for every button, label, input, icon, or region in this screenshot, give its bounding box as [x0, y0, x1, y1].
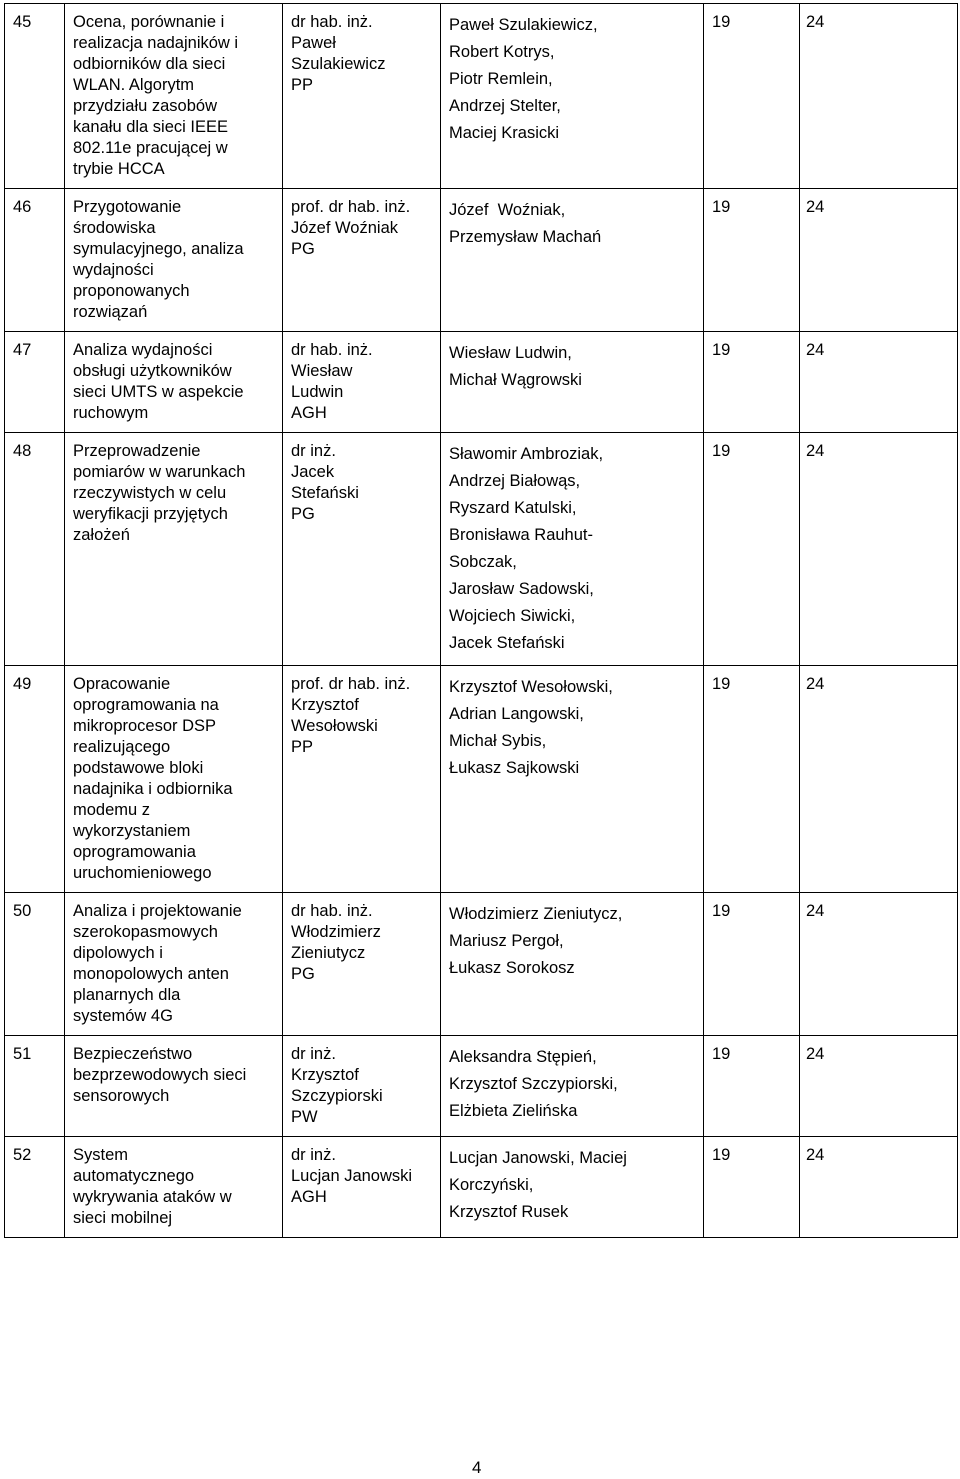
- team-member-line: Korczyński,: [449, 1176, 534, 1194]
- project-title-line: trybie HCCA: [73, 160, 165, 178]
- team-member-line: Łukasz Sorokosz: [449, 959, 575, 977]
- supervisor-line: Szczypiorski: [291, 1087, 383, 1105]
- project-title-line: środowiska: [73, 219, 156, 237]
- project-title-line: bezprzewodowych sieci: [73, 1066, 247, 1084]
- project-title-cell: [65, 332, 283, 433]
- project-title-line: mikroprocesor DSP: [73, 717, 217, 735]
- project-title-cell: [65, 1137, 283, 1238]
- supervisor-line: Zieniutycz: [291, 944, 366, 962]
- supervisor-cell: [283, 332, 441, 433]
- supervisor-line: dr hab. inż.: [291, 13, 373, 31]
- project-title-line: szerokopasmowych: [73, 923, 218, 941]
- project-title-line: Bezpieczeństwo: [73, 1045, 193, 1063]
- team-member-line: Elżbieta Zielińska: [449, 1102, 578, 1120]
- supervisor-line: Krzysztof: [291, 696, 359, 714]
- team-member-line: Włodzimierz Zieniutycz,: [449, 905, 623, 923]
- project-title-line: proponowanych: [73, 282, 190, 300]
- team-member-line: Aleksandra Stępień,: [449, 1048, 597, 1066]
- row-number: 51: [13, 1045, 32, 1063]
- value-2-cell: [800, 433, 958, 666]
- value-1-cell: [704, 332, 800, 433]
- row-number-cell: [5, 893, 65, 1036]
- project-title-line: odbiorników dla sieci: [73, 55, 226, 73]
- supervisor-line: dr hab. inż.: [291, 341, 373, 359]
- supervisor-line: dr inż.: [291, 1146, 336, 1164]
- supervisor-line: Paweł: [291, 34, 336, 52]
- value-1-cell: [704, 4, 800, 189]
- supervisor-line: dr inż.: [291, 1045, 336, 1063]
- project-title-line: wykorzystaniem: [73, 822, 191, 840]
- value-2-cell: [800, 1137, 958, 1238]
- row-number: 50: [13, 902, 32, 920]
- value-2-cell: [800, 332, 958, 433]
- team-member-line: Piotr Remlein,: [449, 70, 553, 88]
- value-1: 19: [712, 1045, 731, 1063]
- team-cell: [441, 189, 704, 332]
- project-title-cell: [65, 666, 283, 893]
- team-member-line: Łukasz Sajkowski: [449, 759, 580, 777]
- row-number-cell: [5, 1137, 65, 1238]
- value-2: 24: [806, 198, 825, 216]
- project-title-line: systemów 4G: [73, 1007, 173, 1025]
- value-1: 19: [712, 1146, 731, 1164]
- supervisor-line: Jacek: [291, 463, 335, 481]
- row-number: 46: [13, 198, 32, 216]
- row-number: 45: [13, 13, 32, 31]
- row-number: 49: [13, 675, 32, 693]
- team-member-line: Sławomir Ambroziak,: [449, 445, 604, 463]
- supervisor-line: Wiesław: [291, 362, 353, 380]
- supervisor-line: dr hab. inż.: [291, 902, 373, 920]
- value-2: 24: [806, 675, 825, 693]
- value-2: 24: [806, 1146, 825, 1164]
- supervisor-cell: [283, 666, 441, 893]
- value-2: 24: [806, 1045, 825, 1063]
- value-1-cell: [704, 893, 800, 1036]
- team-member-line: Krzysztof Rusek: [449, 1203, 569, 1221]
- project-title-cell: [65, 893, 283, 1036]
- project-title-line: WLAN. Algorytm: [73, 76, 195, 94]
- team-member-line: Wojciech Siwicki,: [449, 607, 576, 625]
- supervisor-line: Lucjan Janowski: [291, 1167, 413, 1185]
- team-member-line: Andrzej Stelter,: [449, 97, 561, 115]
- supervisor-line: Wesołowski: [291, 717, 378, 735]
- supervisor-cell: [283, 1036, 441, 1137]
- value-2-cell: [800, 4, 958, 189]
- team-member-line: Ryszard Katulski,: [449, 499, 577, 517]
- row-number-cell: [5, 1036, 65, 1137]
- value-2: 24: [806, 902, 825, 920]
- supervisor-line: PG: [291, 505, 315, 523]
- project-title-line: przydziału zasobów: [73, 97, 217, 115]
- table-row: [5, 666, 958, 893]
- team-member-line: Michał Wągrowski: [449, 371, 582, 389]
- value-1: 19: [712, 675, 731, 693]
- project-title-line: Analiza i projektowanie: [73, 902, 242, 920]
- value-1: 19: [712, 341, 731, 359]
- project-title-line: realizującego: [73, 738, 171, 756]
- team-member-line: Wiesław Ludwin,: [449, 344, 572, 362]
- value-2-cell: [800, 1036, 958, 1137]
- value-1-cell: [704, 1036, 800, 1137]
- team-member-line: Jacek Stefański: [449, 634, 565, 652]
- supervisor-line: AGH: [291, 404, 327, 422]
- project-title-line: oprogramowania: [73, 843, 196, 861]
- project-title-line: oprogramowania na: [73, 696, 219, 714]
- supervisor-line: prof. dr hab. inż.: [291, 675, 411, 693]
- supervisor-line: PG: [291, 965, 315, 983]
- value-1: 19: [712, 198, 731, 216]
- row-number: 47: [13, 341, 32, 359]
- supervisor-line: dr inż.: [291, 442, 336, 460]
- project-title-line: podstawowe bloki: [73, 759, 204, 777]
- supervisor-line: PG: [291, 240, 315, 258]
- row-number-cell: [5, 332, 65, 433]
- supervisor-line: Ludwin: [291, 383, 344, 401]
- supervisor-cell: [283, 893, 441, 1036]
- project-title-line: wydajności: [73, 261, 154, 279]
- supervisor-cell: [283, 1137, 441, 1238]
- team-member-line: Michał Sybis,: [449, 732, 547, 750]
- project-title-line: rzeczywistych w celu: [73, 484, 227, 502]
- row-number: 52: [13, 1146, 32, 1164]
- supervisor-cell: [283, 433, 441, 666]
- project-title-line: rozwiązań: [73, 303, 148, 321]
- project-title-line: wykrywania ataków w: [73, 1188, 232, 1206]
- table-row: [5, 433, 958, 666]
- value-2-cell: [800, 893, 958, 1036]
- project-title-line: Ocena, porównanie i: [73, 13, 225, 31]
- project-title-line: automatycznego: [73, 1167, 195, 1185]
- project-title-line: obsługi użytkowników: [73, 362, 232, 380]
- supervisor-line: AGH: [291, 1188, 327, 1206]
- value-2-cell: [800, 666, 958, 893]
- value-2: 24: [806, 13, 825, 31]
- value-2-cell: [800, 189, 958, 332]
- supervisor-line: Krzysztof: [291, 1066, 359, 1084]
- value-1-cell: [704, 666, 800, 893]
- value-1-cell: [704, 189, 800, 332]
- supervisor-cell: [283, 189, 441, 332]
- team-member-line: Przemysław Machań: [449, 228, 602, 246]
- project-title-line: 802.11e pracującej w: [73, 139, 228, 157]
- table-row: [5, 189, 958, 332]
- team-cell: [441, 433, 704, 666]
- supervisor-line: PP: [291, 76, 314, 94]
- project-title-line: planarnych dla: [73, 986, 181, 1004]
- project-title-line: sensorowych: [73, 1087, 170, 1105]
- team-cell: [441, 893, 704, 1036]
- table-body: [5, 4, 958, 1238]
- project-title-cell: [65, 433, 283, 666]
- value-1-cell: [704, 433, 800, 666]
- project-title-cell: [65, 1036, 283, 1137]
- team-member-line: Krzysztof Szczypiorski,: [449, 1075, 618, 1093]
- supervisor-line: Włodzimierz: [291, 923, 381, 941]
- supervisor-line: Stefański: [291, 484, 359, 502]
- team-member-line: Paweł Szulakiewicz,: [449, 16, 598, 34]
- table-row: [5, 1137, 958, 1238]
- team-member-line: Mariusz Pergoł,: [449, 932, 564, 950]
- team-cell: [441, 666, 704, 893]
- project-title-line: Analiza wydajności: [73, 341, 213, 359]
- team-member-line: Jarosław Sadowski,: [449, 580, 594, 598]
- page-number: 4: [472, 1458, 482, 1477]
- row-number-cell: [5, 666, 65, 893]
- value-1: 19: [712, 13, 731, 31]
- supervisor-line: prof. dr hab. inż.: [291, 198, 411, 216]
- project-title-line: System: [73, 1146, 129, 1164]
- project-title-line: dipolowych i: [73, 944, 163, 962]
- table-row: [5, 893, 958, 1036]
- team-member-line: Lucjan Janowski, Maciej: [449, 1149, 627, 1167]
- table-row: [5, 1036, 958, 1137]
- project-title-line: ruchowym: [73, 404, 149, 422]
- supervisor-line: Józef Woźniak: [291, 219, 398, 237]
- project-title-line: realizacja nadajników i: [73, 34, 239, 52]
- project-title-line: Przeprowadzenie: [73, 442, 201, 460]
- project-title-cell: [65, 189, 283, 332]
- project-title-line: sieci UMTS w aspekcie: [73, 383, 244, 401]
- team-member-line: Sobczak,: [449, 553, 517, 571]
- team-cell: [441, 332, 704, 433]
- supervisor-line: Szulakiewicz: [291, 55, 386, 73]
- value-2: 24: [806, 442, 825, 460]
- team-member-line: Krzysztof Wesołowski,: [449, 678, 613, 696]
- row-number-cell: [5, 189, 65, 332]
- projects-table: [4, 3, 958, 1238]
- team-cell: [441, 4, 704, 189]
- supervisor-line: PP: [291, 738, 314, 756]
- project-title-line: sieci mobilnej: [73, 1209, 173, 1227]
- team-member-line: Józef Woźniak,: [449, 201, 566, 219]
- row-number-cell: [5, 4, 65, 189]
- value-2: 24: [806, 341, 825, 359]
- row-number-cell: [5, 433, 65, 666]
- value-1-cell: [704, 1137, 800, 1238]
- supervisor-line: PW: [291, 1108, 318, 1126]
- value-1: 19: [712, 902, 731, 920]
- project-title-line: kanału dla sieci IEEE: [73, 118, 229, 136]
- supervisor-cell: [283, 4, 441, 189]
- team-member-line: Bronisława Rauhut-: [449, 526, 593, 544]
- row-number: 48: [13, 442, 32, 460]
- table-row: [5, 4, 958, 189]
- team-member-line: Robert Kotrys,: [449, 43, 555, 61]
- project-title-line: symulacyjnego, analiza: [73, 240, 244, 258]
- team-member-line: Maciej Krasicki: [449, 124, 560, 142]
- team-cell: [441, 1137, 704, 1238]
- project-title-line: nadajnika i odbiornika: [73, 780, 233, 798]
- team-member-line: Adrian Langowski,: [449, 705, 584, 723]
- project-title-line: weryfikacji przyjętych: [73, 505, 228, 523]
- team-cell: [441, 1036, 704, 1137]
- project-title-line: uruchomieniowego: [73, 864, 212, 882]
- project-title-line: Opracowanie: [73, 675, 171, 693]
- project-title-line: modemu z: [73, 801, 151, 819]
- project-title-line: założeń: [73, 526, 130, 544]
- project-title-line: monopolowych anten: [73, 965, 229, 983]
- table-row: [5, 332, 958, 433]
- team-member-line: Andrzej Białowąs,: [449, 472, 581, 490]
- project-title-cell: [65, 4, 283, 189]
- project-title-line: pomiarów w warunkach: [73, 463, 246, 481]
- value-1: 19: [712, 442, 731, 460]
- project-title-line: Przygotowanie: [73, 198, 182, 216]
